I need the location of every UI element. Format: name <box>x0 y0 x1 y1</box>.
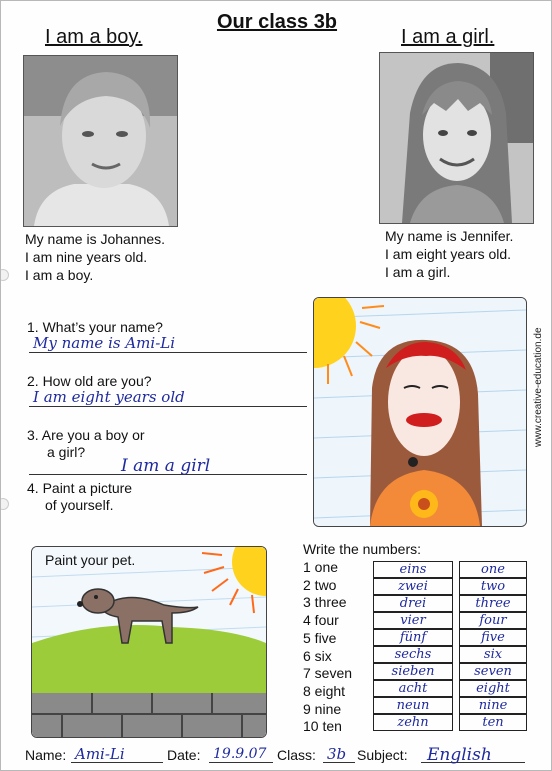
date-label: Date: <box>167 747 201 763</box>
class-field[interactable] <box>323 745 355 763</box>
answer-3: I am a girl <box>121 456 211 476</box>
number-label: 7 seven <box>303 665 353 682</box>
number-label: 3 three <box>303 594 347 611</box>
website-credit: www.creative-education.de <box>533 327 544 447</box>
answer-2: I am eight years old <box>33 388 185 406</box>
girl-line-3: I am a girl. <box>385 264 451 280</box>
german-cell[interactable]: sechs <box>373 646 453 663</box>
english-cell[interactable]: ten <box>459 714 527 731</box>
number-label: 10 ten <box>303 718 342 735</box>
boy-line-1: My name is Johannes. <box>25 231 166 247</box>
german-cell[interactable]: neun <box>373 697 453 714</box>
english-cell[interactable]: five <box>459 629 527 646</box>
class-value: 3b <box>327 745 347 763</box>
boy-line-2: I am nine years old. <box>25 249 148 265</box>
english-cell[interactable]: eight <box>459 680 527 697</box>
german-cell[interactable]: zwei <box>373 578 453 595</box>
boy-caption <box>25 230 165 284</box>
number-label: 6 six <box>303 647 332 664</box>
german-cell[interactable]: vier <box>373 612 453 629</box>
number-label: 4 four <box>303 612 339 629</box>
question-3-line-2: a girl? <box>47 444 86 460</box>
numbers-labels <box>303 559 352 736</box>
german-cell[interactable]: drei <box>373 595 453 612</box>
question-4-line-1: 4. Paint a picture <box>27 480 133 496</box>
punch-hole-top <box>0 269 9 281</box>
boy-photo <box>23 55 178 227</box>
name-field[interactable] <box>71 745 163 763</box>
date-value: 19.9.07 <box>213 746 267 762</box>
girl-line-1: My name is Jennifer. <box>385 228 514 244</box>
english-cell[interactable]: seven <box>459 663 527 680</box>
english-cell[interactable]: four <box>459 612 527 629</box>
subject-label: Subject: <box>357 747 408 763</box>
german-cell[interactable]: fünf <box>373 629 453 646</box>
question-1: 1. What’s your name? <box>27 319 163 335</box>
question-4 <box>27 480 132 514</box>
name-value: Ami-Li <box>75 745 125 763</box>
self-portrait-drawing <box>313 297 527 527</box>
name-label: Name: <box>25 747 67 763</box>
number-label: 1 one <box>303 559 339 575</box>
subject-field[interactable] <box>421 745 525 763</box>
number-label: 9 nine <box>303 700 342 717</box>
answer-2-line[interactable] <box>29 388 307 407</box>
girl-heading: I am a girl. <box>401 26 495 48</box>
answer-1: My name is Ami-Li <box>33 334 176 352</box>
english-cell[interactable]: six <box>459 646 527 663</box>
german-cell[interactable]: zehn <box>373 714 453 731</box>
pet-drawing <box>31 546 267 738</box>
english-column <box>459 561 527 731</box>
subject-value: English <box>427 745 492 765</box>
english-cell[interactable]: one <box>459 561 527 578</box>
question-4-line-2: of yourself. <box>45 497 114 513</box>
number-label: 8 eight <box>303 682 346 699</box>
english-cell[interactable]: two <box>459 578 527 595</box>
boy-heading: I am a boy. <box>45 26 143 48</box>
page-title: Our class 3b <box>216 11 338 33</box>
class-label: Class: <box>277 747 316 763</box>
german-cell[interactable]: acht <box>373 680 453 697</box>
german-cell[interactable]: sieben <box>373 663 453 680</box>
girl-photo <box>379 52 534 224</box>
question-2: 2. How old are you? <box>27 373 152 389</box>
girl-line-2: I am eight years old. <box>385 246 512 262</box>
answer-1-line[interactable] <box>29 334 307 353</box>
german-cell[interactable]: eins <box>373 561 453 578</box>
german-column <box>373 561 453 731</box>
punch-hole-bottom <box>0 498 9 510</box>
girl-caption <box>385 227 513 281</box>
boy-line-3: I am a boy. <box>25 267 94 283</box>
english-cell[interactable]: nine <box>459 697 527 714</box>
number-label: 2 two <box>303 576 337 593</box>
pet-label: Paint your pet. <box>45 552 136 568</box>
question-3-line-1: 3. Are you a boy or <box>27 427 145 443</box>
number-label: 5 five <box>303 629 337 646</box>
english-cell[interactable]: three <box>459 595 527 612</box>
date-field[interactable] <box>209 745 273 763</box>
numbers-heading: Write the numbers: <box>303 541 422 557</box>
answer-3-line[interactable] <box>29 456 307 475</box>
